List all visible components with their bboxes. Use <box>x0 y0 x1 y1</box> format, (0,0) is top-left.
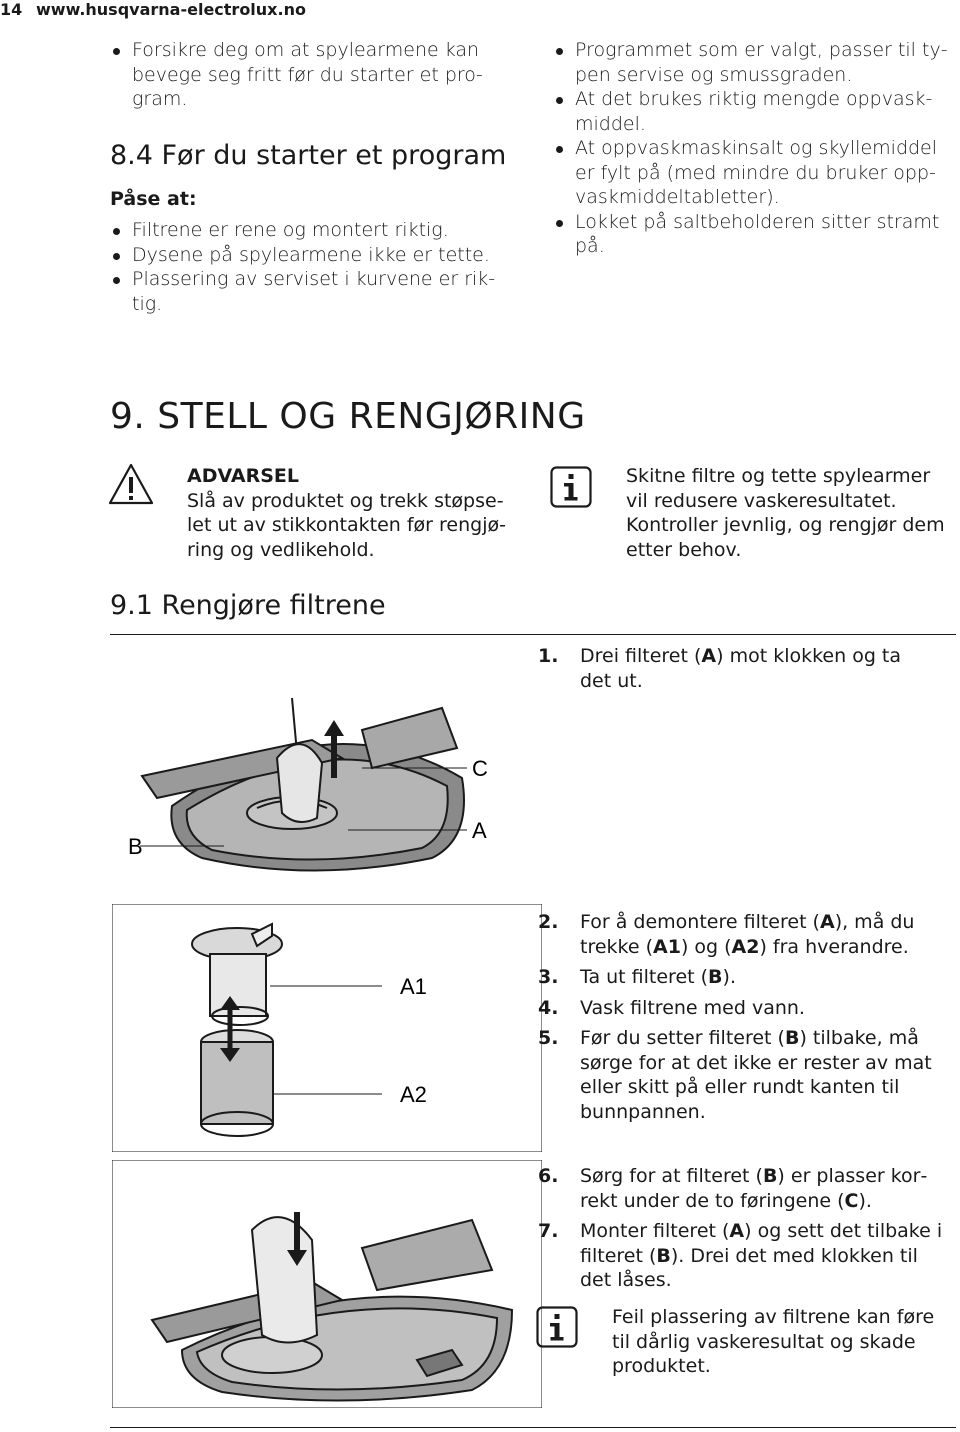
step-item <box>538 1164 946 1213</box>
step-text: Vask filtrene med vann. <box>580 996 805 1019</box>
list-item: Filtrene er rene og montert riktig. <box>110 218 505 243</box>
list-item: Programmet som er valgt, passer til typen servise og smussgraden. <box>553 38 953 87</box>
warning-text: Slå av produktet og trekk støpselet ut av stikkontakten før rengjøring og vedlikehold. <box>187 489 506 561</box>
list-item: Forsikre deg om at spylearmene kan bevege seg fritt før du starter et program. <box>110 38 500 112</box>
divider <box>110 634 956 635</box>
step-number: 1. <box>538 645 559 667</box>
step-number: 6. <box>538 1165 559 1187</box>
step-number: 5. <box>538 1027 559 1049</box>
bullets-left <box>110 218 505 316</box>
list-item: Plassering av serviset i kurvene er riktig. <box>110 267 505 316</box>
figure-label-b: B <box>128 834 143 859</box>
section-9-title: 9. STELL OG RENGJØRING <box>110 396 586 437</box>
step-text: Før du setter filteret (B) tilbake, må sørge for at det ikke er rester av mat eller skitt på eller rundt kanten til bunnpannen. <box>580 1027 932 1123</box>
info-text-2: Feil plassering av filtrene kan føre til dårlig vaskeresultat og skade produktet. <box>612 1306 935 1377</box>
steps-b <box>538 910 946 1130</box>
step-text: Drei filteret (A) mot klokken og ta det ut. <box>580 645 902 692</box>
arrow-up-head-icon <box>324 720 344 736</box>
info-icon <box>536 1306 578 1348</box>
step-item <box>538 644 938 693</box>
step-number: 2. <box>538 911 559 933</box>
info-icon <box>550 466 592 508</box>
list-item: At det brukes riktig mengde oppvaskmiddel. <box>553 87 953 136</box>
steps-c <box>538 1164 946 1299</box>
section-9-1-title: 9.1 Rengjøre filtrene <box>110 590 386 621</box>
step-number: 3. <box>538 966 559 988</box>
section-8-4-title: 8.4 Før du starter et program <box>110 140 507 171</box>
step-number: 7. <box>538 1220 559 1242</box>
header-url: www.husqvarna-electrolux.no <box>36 0 306 19</box>
figure-label-a2: A2 <box>400 1082 427 1107</box>
step-text: For å demontere filteret (A), må du trekke (A1) og (A2) fra hverandre. <box>580 911 915 958</box>
info-text: Skitne filtre og tette spylearmer vil redusere vaskeresultatet. Kontroller jevnlig, og rengjør dem etter behov. <box>626 465 945 561</box>
page-number: 14 <box>0 0 23 19</box>
list-item: At oppvaskmaskinsalt og skyllemiddel er fylt på (med mindre du bruker oppvaskmiddeltabletter). <box>553 136 953 210</box>
figure-filter-removal <box>112 658 542 898</box>
step-text: Monter filteret (A) og sett det tilbake i filteret (B). Drei det med klokken til det låses. <box>580 1220 943 1291</box>
step-number: 4. <box>538 996 559 1019</box>
list-item: Lokket på saltbeholderen sitter stramt på. <box>553 210 953 259</box>
intro-bullets <box>110 38 500 112</box>
warning-block <box>187 464 517 562</box>
steps-a <box>538 644 938 699</box>
step-item <box>538 965 946 990</box>
divider <box>110 1427 956 1428</box>
step-text: Ta ut filteret (B). <box>580 966 736 988</box>
step-item <box>538 910 946 959</box>
section-8-4-lead: Påse at: <box>110 188 197 210</box>
step-text: Sørg for at filteret (B) er plasser korrekt under de to føringene (C). <box>580 1165 928 1212</box>
step-item <box>538 996 946 1021</box>
warning-icon <box>108 462 154 506</box>
warning-label: ADVARSEL <box>187 465 299 487</box>
step-item <box>538 1026 946 1124</box>
bullets-right <box>553 38 953 259</box>
figure-filter-parts <box>112 904 542 1152</box>
list-item: Dysene på spylearmene ikke er tette. <box>110 243 505 268</box>
figure-label-c: C <box>472 756 488 781</box>
figure-label-a1: A1 <box>400 974 427 999</box>
figure-filter-install <box>112 1160 542 1408</box>
figure-label-a: A <box>472 818 487 843</box>
step-item <box>538 1219 946 1293</box>
